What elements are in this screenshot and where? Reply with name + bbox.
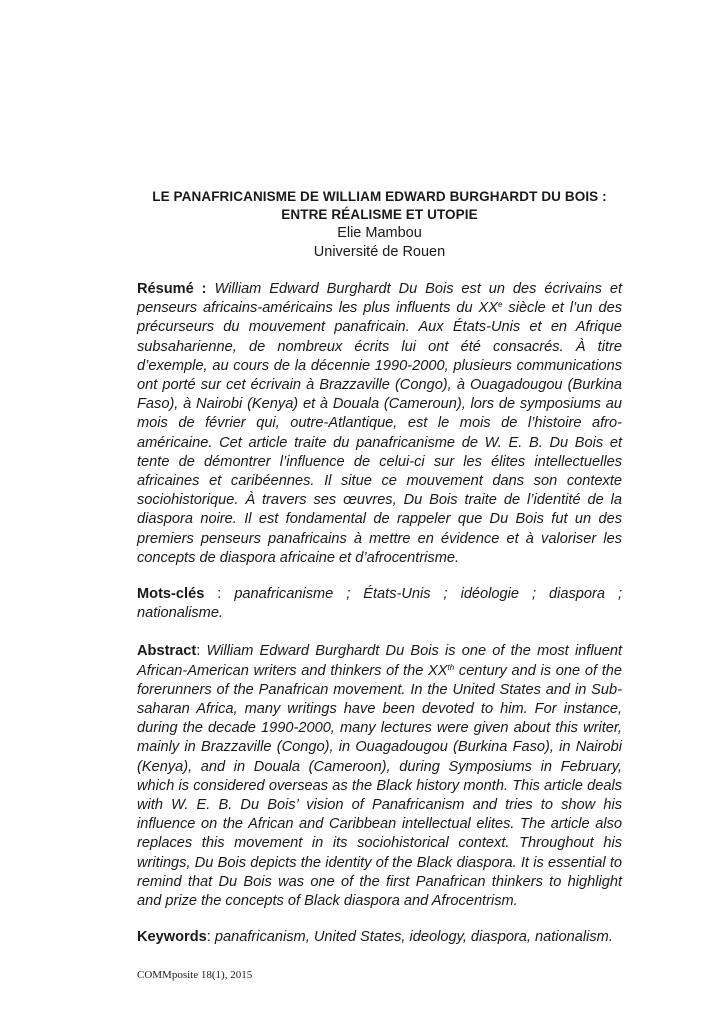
author-name: Elie Mambou <box>337 225 422 241</box>
resume-superscript: e <box>498 300 503 310</box>
resume-text <box>137 281 622 566</box>
article-title <box>137 188 622 224</box>
author-affiliation: Université de Rouen <box>313 244 446 260</box>
keywords-text: panafricanism, United States, ideology, diaspora, nationalism. <box>214 929 613 946</box>
mots-cles-separator: : <box>204 586 235 603</box>
keywords-label: Keywords <box>137 929 207 946</box>
abstract-text-part-b: century and is one of the forerunners of the Panafrican movement. In the United States and in Sub-saharan Africa, many writings have been devoted to him. For instance, during the decade 1990-2000, many lectures were given about this writer, mainly in Brazzaville (Congo), in Ouagadougou (Burkina Faso), in Nairobi (Kenya), and in Douala (Cameroon), during Symposiums in February, which is considered overseas as the Black history month. This article deals with W. E. B. Du Bois’ vision of Panafricanism and tries to show his influence on the African and Caribbean intellectual elites. The article also replaces this movement in its sociohistorical context. Throughout his writings, Du Bois depicts the identity of the Black diaspora. It is essential to remind that Du Bois was one of the first Panafrican thinkers to highlight and prize the concepts of Black diaspora and Afrocentrism. <box>137 662 622 910</box>
abstract-superscript: th <box>447 662 455 672</box>
article-title-line-1: LE PANAFRICANISME DE WILLIAM EDWARD BURGHARDT DU BOIS : <box>152 189 607 204</box>
abstract-label: Abstract <box>137 643 197 660</box>
resume-text-part-a: William Edward Burghardt Du Bois est un des écrivains et penseurs africains-américains les plus influents du XX <box>137 281 623 317</box>
article-title-line-2: ENTRE RÉALISME ET UTOPIE <box>281 207 478 222</box>
abstract-text <box>137 643 622 909</box>
journal-citation-footer: COMMposite 18(1), 2015 <box>137 968 253 981</box>
keywords-separator: : <box>206 929 215 946</box>
abstract-paragraph <box>137 642 622 911</box>
resume-text-part-b: siècle et l’un des précurseurs du mouvement panafricain. Aux États-Unis et en Afrique subsaharienne, de nombreux écrits lui ont été consacrés. À titre d’exemple, au cours de la décennie 1990-2000, plusieurs communications ont porté sur cet écrivain à Brazzaville (Congo), à Ouagadougou (Burkina Faso), à Nairobi (Kenya) et à Douala (Cameroun), lors de symposiums au mois de février qui, outre-Atlantique, est le mois de l’histoire afro-américaine. Cet article traite du panafricanisme de W. E. B. Du Bois et tente de démontrer l’influence de celui-ci sur les élites intellectuelles africaines et caribéennes. Il situe ce mouvement dans son contexte sociohistorique. À travers ses œuvres, Du Bois traite de l’identité de la diaspora noire. Il est fondamental de rappeler que Du Bois fut un des premiers penseurs panafricains à mettre en évidence et à valoriser les concepts de diaspora africaine et d’afrocentrisme. <box>137 300 622 566</box>
abstract-separator: : <box>196 643 207 660</box>
resume-paragraph <box>137 280 622 568</box>
mots-cles-label: Mots-clés <box>137 586 205 603</box>
article-first-page <box>137 188 622 981</box>
resume-label: Résumé : <box>137 281 207 297</box>
mots-cles-paragraph <box>137 585 622 623</box>
keywords-paragraph <box>137 928 622 947</box>
mots-cles-text: panafricanisme ; États-Unis ; idéologie ; diaspora ; nationalisme. <box>137 586 622 622</box>
abstract-text-part-a: William Edward Burghardt Du Bois is one of the most influent African-American writers and thinkers of the XX <box>137 643 622 679</box>
